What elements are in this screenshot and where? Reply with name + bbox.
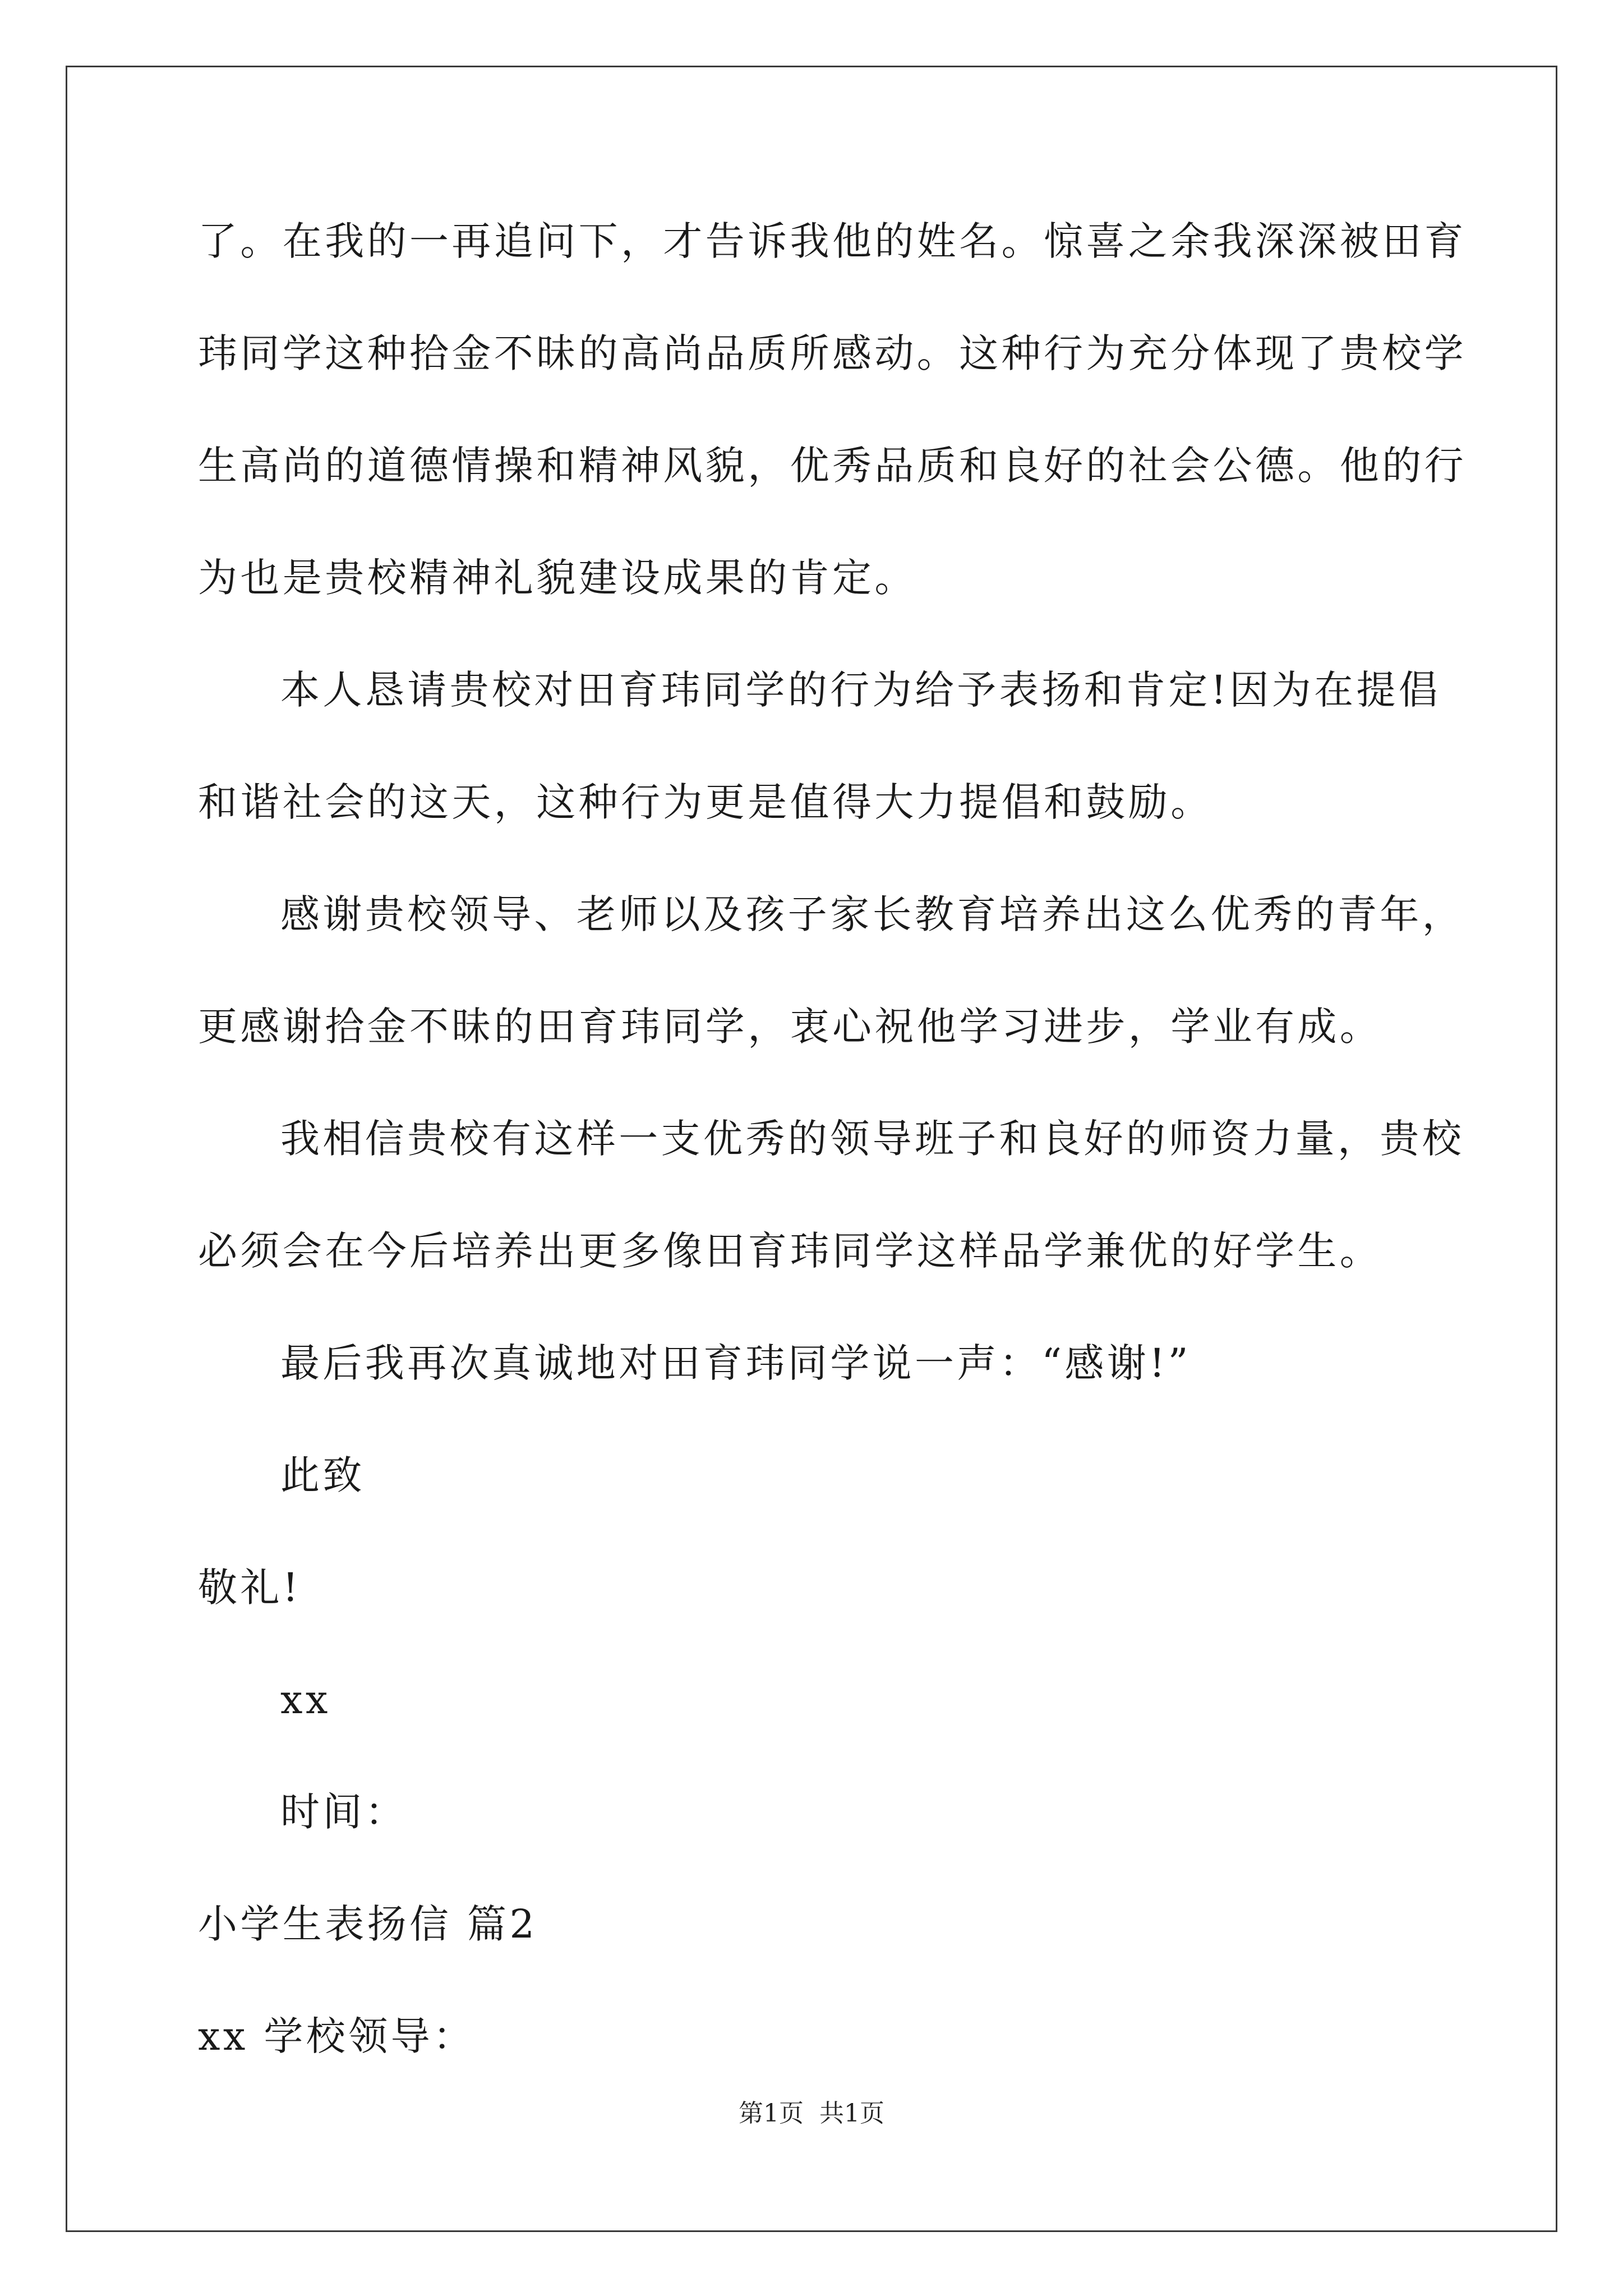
closing-salutation: 此致 — [280, 1452, 365, 1498]
page-footer — [0, 2097, 1623, 2131]
paragraph-line: 最后我再次真诚地对田育玮同学说一声：“感谢!” — [280, 1340, 1191, 1386]
paragraph-line: 更感谢拾金不昧的田育玮同学，衷心祝他学习进步，学业有成。 — [198, 1004, 1382, 1050]
closing-regards: 敬礼! — [198, 1565, 302, 1611]
paragraph-line: 为也是贵校精神礼貌建设成果的肯定。 — [198, 555, 917, 601]
paragraph-line: 生高尚的道德情操和精神风貌，优秀品质和良好的社会公德。他的行 — [198, 443, 1467, 489]
page-number: 第1页 — [739, 2099, 804, 2128]
paragraph-line: 必须会在今后培养出更多像田育玮同学这样品学兼优的好学生。 — [198, 1228, 1382, 1274]
signature-name: xx — [280, 1677, 331, 1723]
paragraph-line: 感谢贵校领导、老师以及孩子家长教育培养出这么优秀的青年， — [280, 891, 1465, 937]
signature-date: 时间： — [280, 1789, 408, 1835]
paragraph-line: 我相信贵校有这样一支优秀的领导班子和良好的师资力量，贵校 — [280, 1116, 1465, 1162]
paragraph-line: 本人恳请贵校对田育玮同学的行为给予表扬和肯定!因为在提倡 — [280, 667, 1441, 713]
paragraph-line: 和谐社会的这天，这种行为更是值得大力提倡和鼓励。 — [198, 779, 1213, 825]
page-total: 共1页 — [819, 2099, 884, 2128]
paragraph-line: 玮同学这种拾金不昧的高尚品质所感动。这种行为充分体现了贵校学 — [198, 330, 1467, 376]
paragraph-line: 了。在我的一再追问下，才告诉我他的姓名。惊喜之余我深深被田育 — [198, 218, 1467, 264]
section-heading: 小学生表扬信 篇2 — [198, 1901, 538, 1947]
letter-greeting: xx 学校领导： — [198, 2013, 476, 2059]
